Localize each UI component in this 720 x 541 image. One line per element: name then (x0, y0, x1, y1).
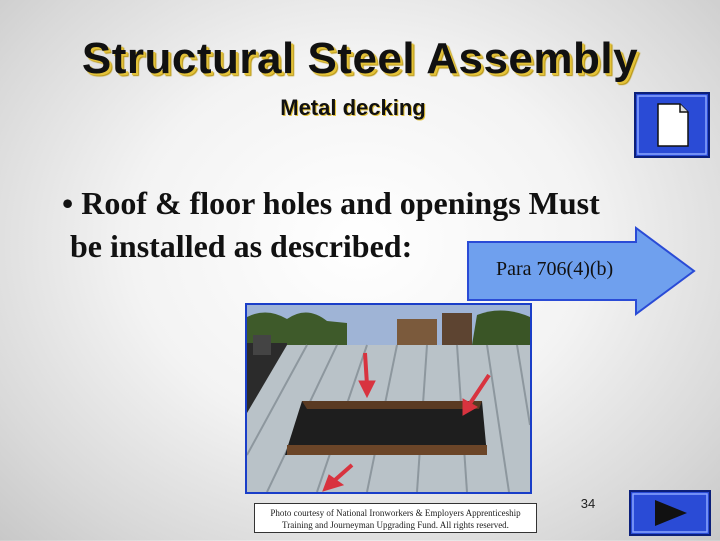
page-number: 34 (580, 496, 596, 511)
next-arrow-icon (629, 490, 711, 536)
document-button[interactable] (634, 92, 710, 158)
bullet-line-1: • Roof & floor holes and openings Must (62, 185, 600, 221)
photo-credit (254, 503, 537, 533)
next-slide-button[interactable] (629, 490, 711, 536)
slide-subtitle: Metal decking (280, 95, 426, 120)
document-icon (634, 92, 710, 158)
bullet-line-2: be installed as described: (70, 228, 413, 264)
slide-title: Structural Steel Assembly (81, 34, 639, 83)
credit-line-1: Photo courtesy of National Ironworkers & Employers Apprenticeship (270, 508, 521, 518)
callout-label: Para 706(4)(b) (496, 258, 614, 280)
credit-line-2: Training and Journeyman Upgrading Fund. All rights reserved. (282, 520, 509, 530)
metal-decking-photo (245, 303, 532, 494)
